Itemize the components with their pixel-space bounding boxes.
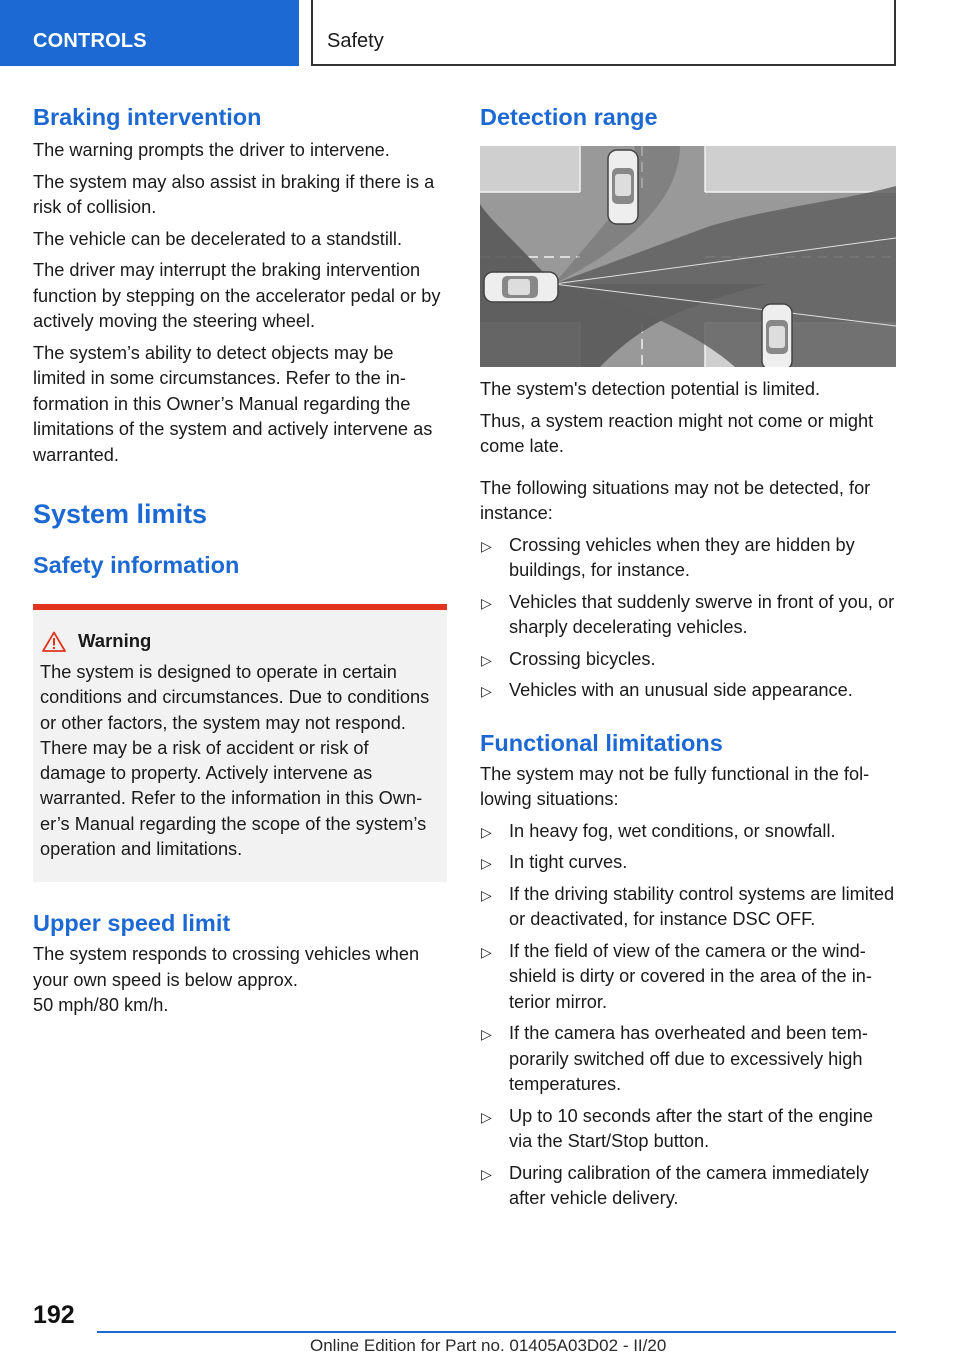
paragraph: The vehicle can be decelerated to a standstill.	[33, 228, 403, 249]
functional-list	[480, 819, 896, 1212]
list-item: ▷ In heavy fog, wet conditions, or snowfall.	[480, 819, 896, 845]
paragraph: The system's detection potential is limited.	[480, 379, 821, 399]
bullet-triangle-icon: ▷	[481, 537, 492, 554]
bullet-triangle-icon: ▷	[481, 683, 492, 699]
paragraph: The system may not be fully functional in the following situations:	[480, 763, 870, 809]
speed-value: 50 mph/80 km/h.	[33, 995, 169, 1016]
detection-range-illustration	[480, 146, 896, 367]
paragraph: The warning prompts the driver to intervene.	[33, 140, 390, 160]
list-item: ▷ In tight curves.	[480, 850, 896, 876]
section-tab: CONTROLS	[0, 0, 299, 66]
paragraph: The driver may interrupt the braking intervention function by stepping on the accelerator pedal or by actively moving the steering wheel.	[33, 260, 441, 331]
own-vehicle	[484, 272, 558, 302]
bullet-triangle-icon: ▷	[481, 1026, 492, 1042]
list-item: ▷ If the field of view of the camera or the windshield is dirty or covered in the area of the interior mirror.	[481, 940, 872, 1012]
bullet-triangle-icon: ▷	[481, 651, 492, 668]
bullet-triangle-icon: ▷	[481, 855, 492, 871]
paragraph: The system may also assist in braking if there is a risk of collision.	[33, 171, 435, 217]
chapter-title: Safety	[311, 0, 896, 66]
list-item: ▷ If the camera has overheated and been temporarily switched off due to excessively high temperatures.	[481, 1023, 868, 1094]
paragraph: Thus, a system reaction might not come or might come late.	[480, 410, 874, 456]
upper-speed-limit-heading: Upper speed limit	[33, 910, 231, 937]
safety-information-heading: Safety information	[33, 552, 240, 578]
list-item: ▷ Vehicles that suddenly swerve in front of you, or sharply decelerating vehicles.	[481, 591, 895, 637]
page-header	[0, 0, 960, 66]
list-item: ▷ Vehicles with an unusual side appearance.	[480, 678, 896, 704]
list-item: ▷ If the driving stability control systems are limited or deactivated, for instance DSC OFF.	[481, 883, 895, 929]
list-item: ▷ Crossing vehicles when they are hidden by buildings, for instance.	[481, 534, 855, 580]
warning-title: Warning	[78, 630, 152, 651]
list-item: ▷ Up to 10 seconds after the start of the engine via the Start/Stop button.	[481, 1105, 873, 1151]
warning-triangle-icon	[42, 631, 66, 652]
left-column	[33, 100, 447, 1019]
edition-text: Online Edition for Part no. 01405A03D02 - II/20	[310, 1336, 667, 1355]
list-item: ▷ Crossing bicycles.	[480, 647, 896, 673]
bullet-triangle-icon: ▷	[481, 823, 492, 840]
detection-range-heading: Detection range	[480, 104, 658, 130]
warning-text: The system is designed to operate in certain conditions and circumstances. Due to conditions or other factors, the system may not respond. There may be a risk of accident or risk of damage to property. Actively intervene as warranted. Refer to the information in this Owner’s Manual regarding the scope of the system’s operation and limitations.	[40, 662, 430, 860]
paragraph	[33, 942, 447, 1019]
right-column	[480, 100, 896, 1212]
system-limits-heading: System limits	[33, 499, 208, 529]
warning-box	[33, 604, 447, 882]
bullet-triangle-icon: ▷	[481, 886, 492, 903]
paragraph: The following situations may not be detected, for instance:	[480, 477, 871, 523]
footer-rule	[97, 1331, 896, 1333]
braking-intervention-heading: Braking intervention	[33, 104, 262, 130]
bullet-triangle-icon: ▷	[481, 1108, 492, 1125]
page-number: 192	[33, 1301, 75, 1329]
bullet-triangle-icon: ▷	[481, 1165, 492, 1182]
bullet-triangle-icon: ▷	[481, 943, 492, 960]
paragraph: The system’s ability to detect objects may be limited in some circumstances. Refer to the information in this Owner’s Manual regarding the limitations of the system and actively intervene as warranted.	[33, 342, 433, 465]
detection-list	[480, 533, 896, 704]
speed-text: The system responds to crossing vehicles when your own speed is below approx.	[33, 944, 420, 990]
list-item: ▷ During calibration of the camera immediately after vehicle delivery.	[481, 1162, 869, 1208]
warning-title-row	[40, 628, 439, 654]
functional-limitations-heading: Functional limitations	[480, 729, 723, 756]
crossing-vehicle-bottom	[762, 304, 792, 367]
bullet-triangle-icon: ▷	[481, 594, 492, 611]
crossing-vehicle-top	[608, 150, 638, 224]
